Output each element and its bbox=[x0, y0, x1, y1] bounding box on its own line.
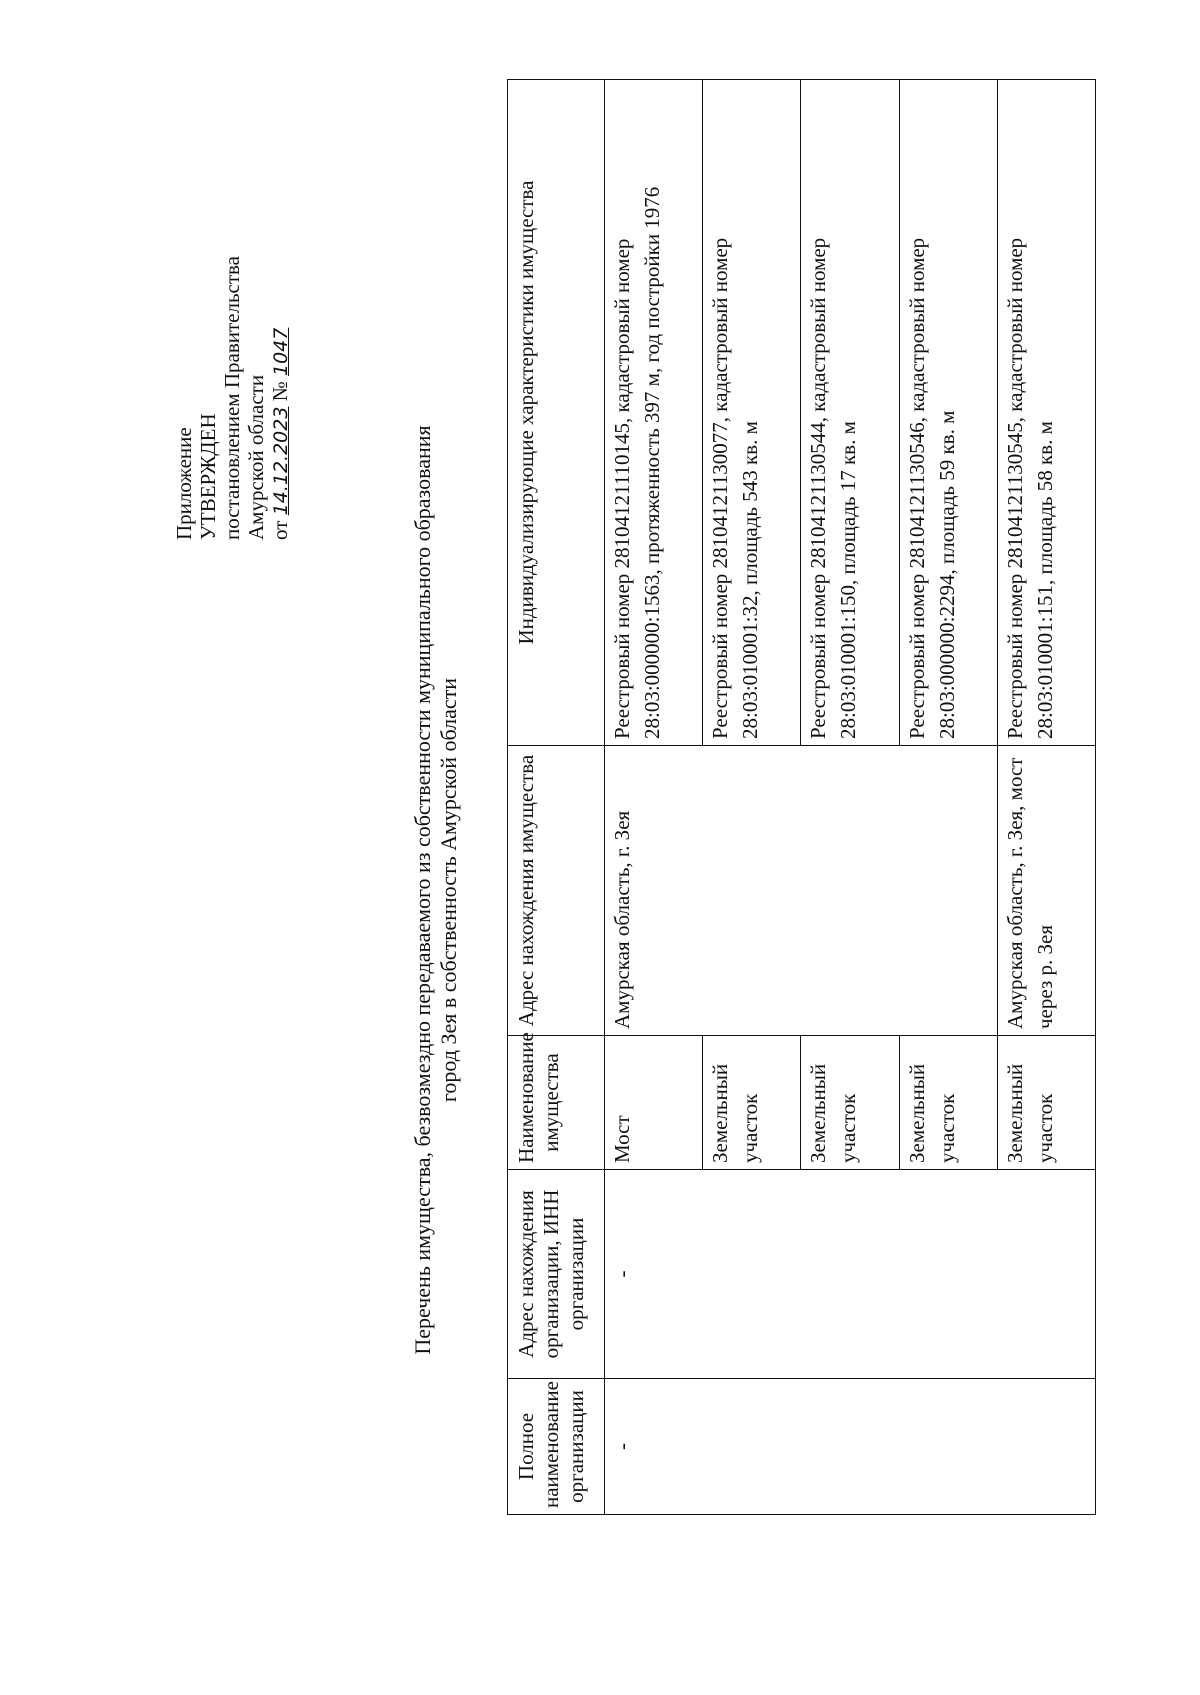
header-org-name: Полное наименование организации bbox=[508, 1379, 605, 1515]
property-table bbox=[507, 79, 1096, 1515]
characteristics-cell: Реестровый номер 28104121130077, кадастровый номер 28:03:010001:32, площадь 543 кв. м bbox=[703, 80, 801, 746]
property-name-cell: Земельный участок bbox=[801, 1036, 899, 1170]
header-property-name: Наименование имущества bbox=[508, 1036, 605, 1170]
org-name-cell: - bbox=[605, 1379, 1096, 1515]
property-name-cell: Земельный участок bbox=[997, 1036, 1095, 1170]
characteristics-cell: Реестровый номер 28104121130546, кадастровый номер 28:03:000000:2294, площадь 59 кв. м bbox=[899, 80, 997, 746]
title-line-1: Перечень имущества, безвозмездно передаваемого из собственности муниципального образования bbox=[410, 425, 435, 1355]
table-row bbox=[605, 80, 703, 1515]
appendix-label: Приложение bbox=[172, 427, 196, 540]
header-property-address: Адрес нахождения имущества bbox=[508, 746, 605, 1036]
characteristics-cell: Реестровый номер 28104121130545, кадастровый номер 28:03:010001:151, площадь 58 кв. м bbox=[997, 80, 1095, 746]
decree-date-line bbox=[268, 120, 293, 540]
characteristics-cell: Реестровый номер 28104121130544, кадастровый номер 28:03:010001:150, площадь 17 кв. м bbox=[801, 80, 899, 746]
approval-block bbox=[172, 120, 293, 540]
document-title bbox=[410, 385, 462, 1395]
property-name-cell: Мост bbox=[605, 1036, 703, 1170]
handwritten-date: 14.12.2023 bbox=[270, 406, 292, 516]
decree-label: постановлением Правительства bbox=[220, 255, 244, 540]
number-label: № bbox=[268, 381, 292, 402]
region-label: Амурской области bbox=[244, 374, 268, 540]
date-prefix: от bbox=[268, 520, 292, 540]
characteristics-cell: Реестровый номер 28104121110145, кадастровый номер 28:03:000000:1563, протяженность 397 м, год постройки 1976 bbox=[605, 80, 703, 746]
title-line-2: город Зея в собственность Амурской области bbox=[436, 677, 461, 1103]
property-address-cell: Амурская область, г. Зея bbox=[605, 746, 998, 1036]
property-name-cell: Земельный участок bbox=[899, 1036, 997, 1170]
header-characteristics: Индивидуализирующие характеристики имущества bbox=[508, 80, 605, 746]
header-org-address: Адрес нахождения организации, ИНН организации bbox=[508, 1170, 605, 1379]
org-address-cell: - bbox=[605, 1170, 1096, 1379]
approved-label: УТВЕРЖДЕН bbox=[196, 413, 220, 540]
property-name-cell: Земельный участок bbox=[703, 1036, 801, 1170]
property-address-cell: Амурская область, г. Зея, мост через р. Зея bbox=[997, 746, 1095, 1036]
header-row bbox=[508, 80, 605, 1515]
handwritten-number: 1047 bbox=[270, 327, 292, 376]
